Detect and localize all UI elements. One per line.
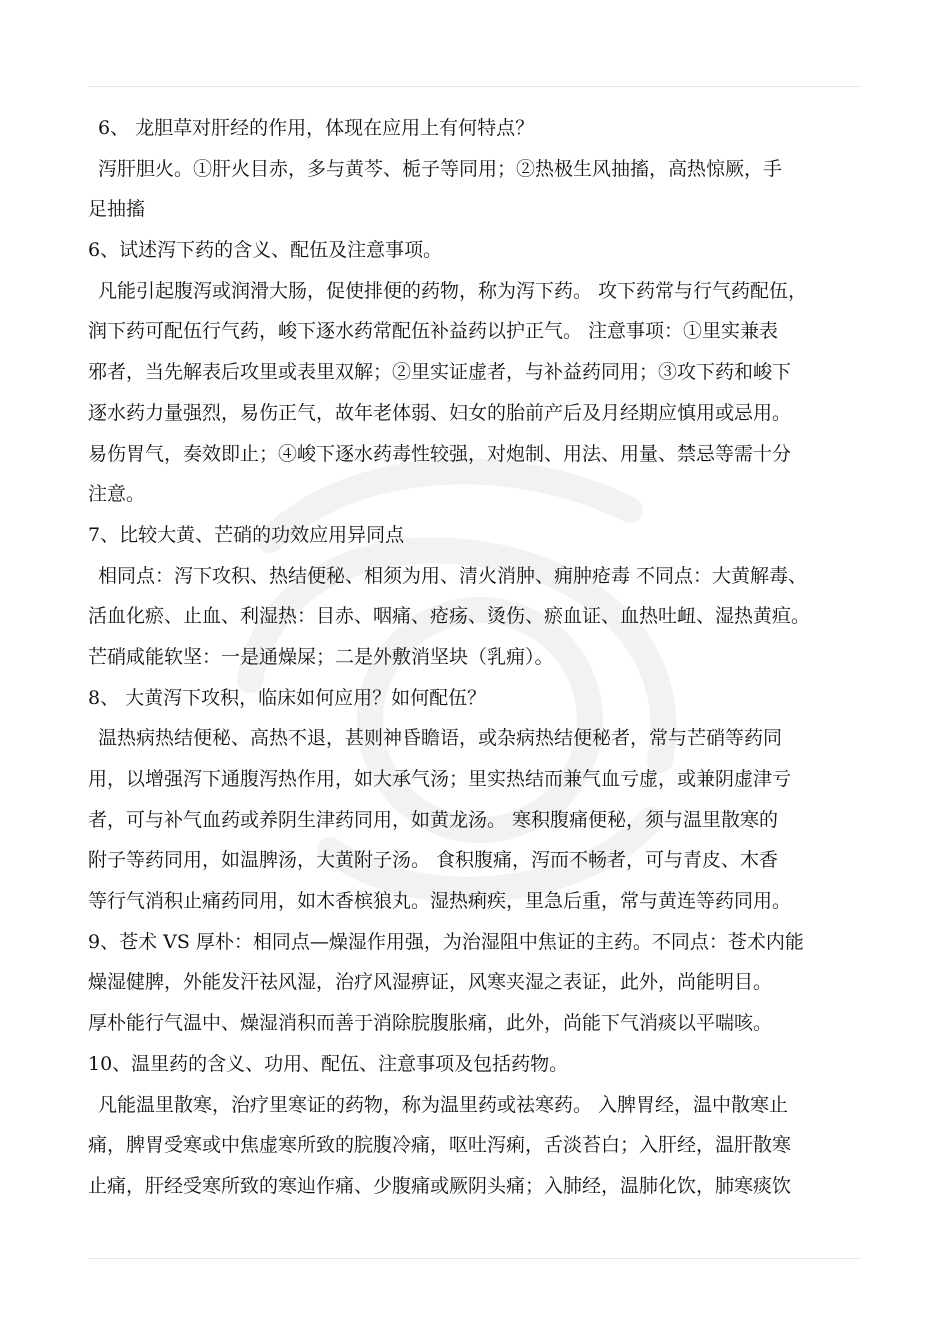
text-line: 者，可与补气血药或养阴生津药同用，如黄龙汤。 寒积腹痛便秘，须与温里散寒的 <box>88 808 779 831</box>
text-line: 等行气消积止痛药同用，如木香槟狼丸。湿热痢疾，里急后重，常与黄连等药同用。 <box>88 890 792 913</box>
text-line: 足抽搐 <box>88 198 146 221</box>
text-line: 润下药可配伍行气药，峻下逐水药常配伍补益药以护正气。 注意事项：①里实兼表 <box>88 320 779 343</box>
header-rule <box>88 86 862 87</box>
text-line: 泻肝胆火。①肝火目赤，多与黄芩、栀子等同用；②热极生风抽搐，高热惊厥，手 <box>98 157 783 180</box>
text-line: 凡能引起腹泻或润滑大肠，促使排便的药物，称为泻下药。 攻下药常与行气药配伍， <box>98 279 808 302</box>
text-line: 相同点：泻下攻积、热结便秘、相须为用、清火消肿、痈肿疮毒 不同点：大黄解毒、 <box>98 564 808 587</box>
document-body <box>88 108 878 1207</box>
text-line: 邪者，当先解表后攻里或表里双解；②里实证虚者，与补益药同用；③攻下药和峻下 <box>88 361 792 384</box>
text-line: 芒硝咸能软坚：一是通燥屎；二是外敷消坚块（乳痈）。 <box>88 645 554 668</box>
text-line: 6、 龙胆草对肝经的作用，体现在应用上有何特点？ <box>98 117 535 139</box>
text-line: 痛，脾胃受寒或中焦虚寒所致的脘腹冷痛，呕吐泻痢，舌淡苔白；入肝经，温肝散寒 <box>88 1134 792 1157</box>
text-line: 厚朴能行气温中、燥湿消积而善于消除脘腹胀痛，此外，尚能下气消痰以平喘咳。 <box>88 1012 773 1035</box>
text-line: 凡能温里散寒，治疗里寒证的药物，称为温里药或祛寒药。 入脾胃经，温中散寒止 <box>98 1093 789 1116</box>
text-line: 逐水药力量强烈，易伤正气，故年老体弱、妇女的胎前产后及月经期应慎用或忌用。 <box>88 401 792 424</box>
text-line: 注意。 <box>88 483 146 506</box>
text-line: 止痛，肝经受寒所致的寒辿作痛、少腹痛或厥阴头痛；入肺经，温肺化饮，肺寒痰饮 <box>88 1174 792 1197</box>
text-line: 用，以增强泻下通腹泻热作用，如大承气汤；里实热结而兼气血亏虚，或兼阴虚津亏 <box>88 768 792 790</box>
text-line: 8、 大黄泻下攻积，临床如何应用？如何配伍？ <box>88 686 487 709</box>
text-line: 7、比较大黄、芒硝的功效应用异同点 <box>88 523 405 546</box>
text-line: 9、苍术 VS 厚朴：相同点—燥湿作用强，为治湿阻中焦证的主药。不同点：苍术内能 <box>88 930 804 953</box>
text-line: 易伤胃气，奏效即止；④峻下逐水药毒性较强，对炮制、用法、用量、禁忌等需十分 <box>88 442 792 465</box>
text-line: 温热病热结便秘、高热不退，甚则神昏瞻语，或杂病热结便秘者，常与芒硝等药同 <box>98 727 783 750</box>
text-line: 6、试述泻下药的含义、配伍及注意事项。 <box>88 239 443 262</box>
footer-rule <box>88 1258 862 1259</box>
text-line: 附子等药同用，如温脾汤，大黄附子汤。 食积腹痛，泻而不畅者，可与青皮、木香 <box>88 849 779 872</box>
text-line: 活血化瘀、止血、利湿热：目赤、咽痛、疮疡、烫伤、瘀血证、血热吐衄、湿热黄疸。 <box>88 605 811 628</box>
text-line: 10、温里药的含义、功用、配伍、注意事项及包括药物。 <box>88 1052 569 1075</box>
text-line: 燥湿健脾，外能发汗祛风湿，治疗风湿痹证，风寒夹湿之表证，此外，尚能明目。 <box>88 971 773 994</box>
